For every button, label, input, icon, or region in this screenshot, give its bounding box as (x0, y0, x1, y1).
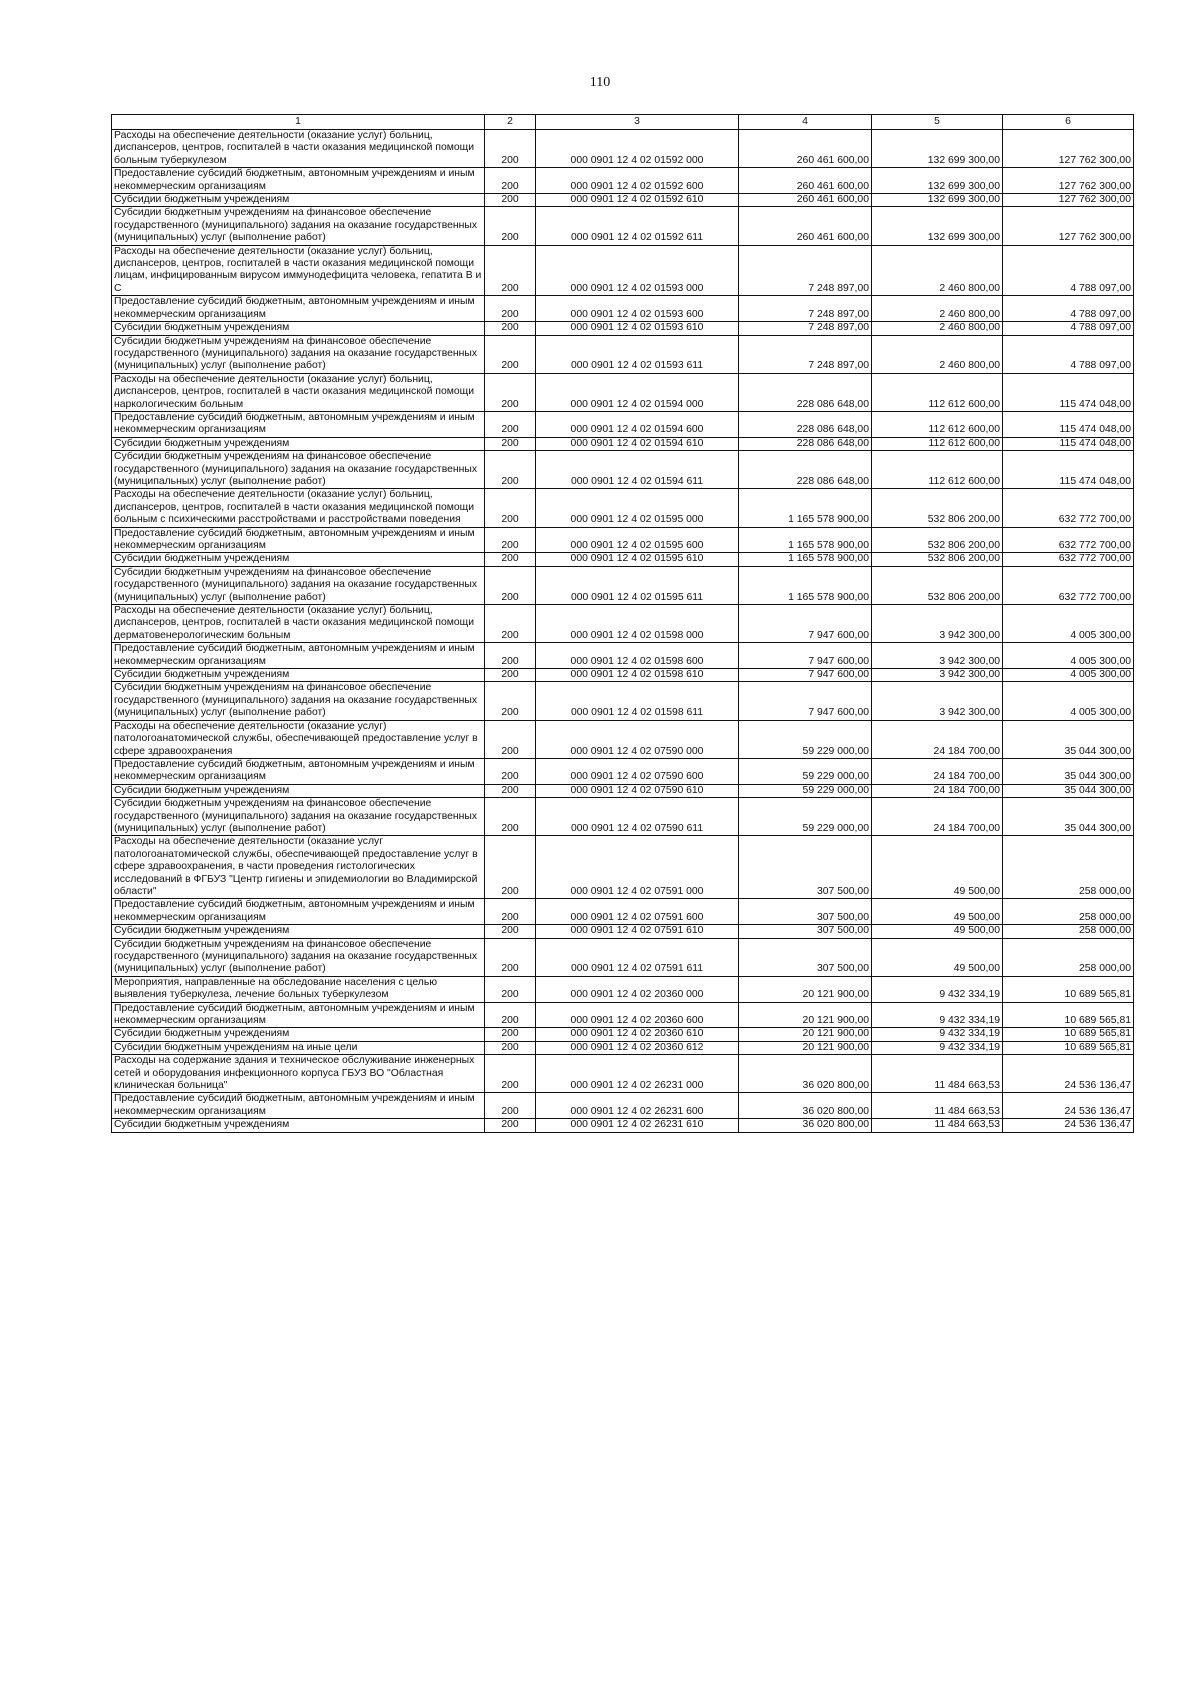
row-value-col4: 36 020 800,00 (739, 1055, 872, 1093)
row-glav-cell: 200 (485, 925, 536, 938)
row-glav-cell: 200 (485, 938, 536, 976)
row-value-col5: 24 184 700,00 (872, 784, 1003, 797)
row-value-col4: 228 086 648,00 (739, 411, 872, 437)
row-name-cell: Расходы на обеспечение деятельности (оказание услуг патологоанатомической службы, обеспечивающей предоставление услуг в сфере здравоохранения, в части проведения гистологических исследований в ФГБУЗ "Центр гигиены и эпидемиологии во Владимирской области" (112, 836, 485, 899)
row-glav-cell: 200 (485, 1119, 536, 1132)
row-name-cell: Расходы на обеспечение деятельности (оказание услуг) больниц, диспансеров, центров, госпиталей в части оказания медицинской помощи дерматовенерологическим больным (112, 605, 485, 643)
row-name-cell: Расходы на обеспечение деятельности (оказание услуг) больниц, диспансеров, центров, госпиталей в части оказания медицинской помощи наркологическим больным (112, 373, 485, 411)
row-value-col5: 9 432 334,19 (872, 976, 1003, 1002)
row-value-col6: 632 772 700,00 (1003, 527, 1134, 553)
column-header: 2 (485, 115, 536, 130)
row-value-col6: 258 000,00 (1003, 925, 1134, 938)
row-value-col6: 115 474 048,00 (1003, 451, 1134, 489)
row-value-col6: 4 005 300,00 (1003, 643, 1134, 669)
row-name-cell: Мероприятия, направленные на обследование населения с целью выявления туберкулеза, лечение больных туберкулезом (112, 976, 485, 1002)
table-row (112, 758, 1134, 784)
row-value-col4: 7 947 600,00 (739, 682, 872, 720)
row-name-cell: Субсидии бюджетным учреждениям (112, 784, 485, 797)
budget-table (111, 114, 1134, 1133)
row-value-col4: 260 461 600,00 (739, 207, 872, 245)
row-name-cell: Субсидии бюджетным учреждениям на финансовое обеспечение государственного (муниципального) задания на оказание государственных (муниципальных) услуг (выполнение работ) (112, 566, 485, 604)
row-value-col6: 632 772 700,00 (1003, 489, 1134, 527)
row-name-cell: Субсидии бюджетным учреждениям на финансовое обеспечение государственного (муниципального) задания на оказание государственных (муниципальных) услуг (выполнение работ) (112, 682, 485, 720)
row-value-col4: 7 248 897,00 (739, 296, 872, 322)
row-code-cell: 000 0901 12 4 02 01593 610 (536, 322, 739, 335)
row-value-col6: 127 762 300,00 (1003, 194, 1134, 207)
row-value-col5: 49 500,00 (872, 836, 1003, 899)
row-code-cell: 000 0901 12 4 02 01598 000 (536, 605, 739, 643)
table-row (112, 527, 1134, 553)
row-glav-cell: 200 (485, 451, 536, 489)
row-value-col4: 1 165 578 900,00 (739, 566, 872, 604)
row-code-cell: 000 0901 12 4 02 01592 610 (536, 194, 739, 207)
row-value-col4: 36 020 800,00 (739, 1093, 872, 1119)
row-name-cell: Расходы на обеспечение деятельности (оказание услуг) больниц, диспансеров, центров, госпиталей в части оказания медицинской помощи больным туберкулезом (112, 130, 485, 168)
page-number: 110 (589, 75, 611, 90)
table-row (112, 437, 1134, 450)
row-value-col6: 115 474 048,00 (1003, 437, 1134, 450)
row-value-col6: 35 044 300,00 (1003, 758, 1134, 784)
row-code-cell: 000 0901 12 4 02 01594 000 (536, 373, 739, 411)
row-value-col6: 4 788 097,00 (1003, 296, 1134, 322)
table-row (112, 451, 1134, 489)
row-glav-cell: 200 (485, 207, 536, 245)
row-name-cell: Субсидии бюджетным учреждениям на финансовое обеспечение государственного (муниципального) задания на оказание государственных (муниципальных) услуг (выполнение работ) (112, 207, 485, 245)
row-value-col5: 532 806 200,00 (872, 527, 1003, 553)
row-value-col6: 258 000,00 (1003, 899, 1134, 925)
row-code-cell: 000 0901 12 4 02 01598 610 (536, 669, 739, 682)
row-value-col5: 532 806 200,00 (872, 566, 1003, 604)
table-row (112, 682, 1134, 720)
row-glav-cell: 200 (485, 335, 536, 373)
row-name-cell: Предоставление субсидий бюджетным, автономным учреждениям и иным некоммерческим организациям (112, 1093, 485, 1119)
table-row (112, 553, 1134, 566)
row-name-cell: Субсидии бюджетным учреждениям на финансовое обеспечение государственного (муниципального) задания на оказание государственных (муниципальных) услуг (выполнение работ) (112, 798, 485, 836)
row-glav-cell: 200 (485, 976, 536, 1002)
row-code-cell: 000 0901 12 4 02 20360 610 (536, 1028, 739, 1041)
row-value-col6: 10 689 565,81 (1003, 1028, 1134, 1041)
row-glav-cell: 200 (485, 1055, 536, 1093)
row-value-col5: 132 699 300,00 (872, 194, 1003, 207)
table-row (112, 1002, 1134, 1028)
row-name-cell: Предоставление субсидий бюджетным, автономным учреждениям и иным некоммерческим организациям (112, 643, 485, 669)
table-row (112, 335, 1134, 373)
row-value-col6: 258 000,00 (1003, 938, 1134, 976)
table-row (112, 207, 1134, 245)
row-code-cell: 000 0901 12 4 02 26231 000 (536, 1055, 739, 1093)
row-code-cell: 000 0901 12 4 02 07590 610 (536, 784, 739, 797)
table-row (112, 1055, 1134, 1093)
row-code-cell: 000 0901 12 4 02 01595 611 (536, 566, 739, 604)
row-value-col6: 4 005 300,00 (1003, 669, 1134, 682)
row-glav-cell: 200 (485, 1041, 536, 1054)
row-value-col4: 260 461 600,00 (739, 130, 872, 168)
row-glav-cell: 200 (485, 168, 536, 194)
table-row (112, 566, 1134, 604)
row-value-col4: 307 500,00 (739, 925, 872, 938)
column-header: 1 (112, 115, 485, 130)
row-glav-cell: 200 (485, 758, 536, 784)
row-value-col4: 59 229 000,00 (739, 758, 872, 784)
row-glav-cell: 200 (485, 798, 536, 836)
row-name-cell: Субсидии бюджетным учреждениям (112, 437, 485, 450)
table-row (112, 784, 1134, 797)
row-value-col5: 112 612 600,00 (872, 411, 1003, 437)
row-glav-cell: 200 (485, 784, 536, 797)
row-glav-cell: 200 (485, 566, 536, 604)
row-glav-cell: 200 (485, 437, 536, 450)
row-value-col6: 35 044 300,00 (1003, 784, 1134, 797)
row-name-cell: Субсидии бюджетным учреждениям (112, 194, 485, 207)
row-name-cell: Предоставление субсидий бюджетным, автономным учреждениям и иным некоммерческим организациям (112, 758, 485, 784)
row-code-cell: 000 0901 12 4 02 01593 611 (536, 335, 739, 373)
row-value-col6: 35 044 300,00 (1003, 798, 1134, 836)
row-code-cell: 000 0901 12 4 02 01592 611 (536, 207, 739, 245)
row-glav-cell: 200 (485, 130, 536, 168)
table-row (112, 322, 1134, 335)
table-row (112, 194, 1134, 207)
row-value-col5: 112 612 600,00 (872, 373, 1003, 411)
row-glav-cell: 200 (485, 527, 536, 553)
row-glav-cell: 200 (485, 245, 536, 296)
table-row (112, 720, 1134, 758)
row-name-cell: Расходы на обеспечение деятельности (оказание услуг) больниц, диспансеров, центров, госпиталей в части оказания медицинской помощи лицам, инфицированным вирусом иммунодефицита человека, гепатита В и С (112, 245, 485, 296)
row-code-cell: 000 0901 12 4 02 26231 600 (536, 1093, 739, 1119)
row-code-cell: 000 0901 12 4 02 01595 600 (536, 527, 739, 553)
row-value-col4: 7 947 600,00 (739, 643, 872, 669)
row-value-col6: 24 536 136,47 (1003, 1055, 1134, 1093)
column-header: 6 (1003, 115, 1134, 130)
row-value-col5: 9 432 334,19 (872, 1041, 1003, 1054)
row-glav-cell: 200 (485, 373, 536, 411)
row-name-cell: Субсидии бюджетным учреждениям (112, 1028, 485, 1041)
row-value-col4: 7 248 897,00 (739, 245, 872, 296)
row-code-cell: 000 0901 12 4 02 07590 600 (536, 758, 739, 784)
row-value-col5: 9 432 334,19 (872, 1002, 1003, 1028)
row-name-cell: Предоставление субсидий бюджетным, автономным учреждениям и иным некоммерческим организациям (112, 296, 485, 322)
row-value-col4: 307 500,00 (739, 938, 872, 976)
row-value-col4: 307 500,00 (739, 836, 872, 899)
row-value-col4: 1 165 578 900,00 (739, 553, 872, 566)
row-value-col6: 10 689 565,81 (1003, 976, 1134, 1002)
row-name-cell: Субсидии бюджетным учреждениям (112, 1119, 485, 1132)
table-row (112, 168, 1134, 194)
row-value-col6: 10 689 565,81 (1003, 1041, 1134, 1054)
table-row (112, 605, 1134, 643)
row-value-col5: 24 184 700,00 (872, 720, 1003, 758)
row-value-col6: 127 762 300,00 (1003, 168, 1134, 194)
row-value-col5: 9 432 334,19 (872, 1028, 1003, 1041)
row-glav-cell: 200 (485, 1002, 536, 1028)
row-name-cell: Расходы на содержание здания и техническое обслуживание инженерных сетей и оборудования инфекционного корпуса ГБУЗ ВО "Областная клиническая больница" (112, 1055, 485, 1093)
row-code-cell: 000 0901 12 4 02 01598 600 (536, 643, 739, 669)
row-name-cell: Предоставление субсидий бюджетным, автономным учреждениям и иным некоммерческим организациям (112, 899, 485, 925)
row-glav-cell: 200 (485, 899, 536, 925)
row-value-col6: 127 762 300,00 (1003, 207, 1134, 245)
row-value-col4: 228 086 648,00 (739, 373, 872, 411)
row-code-cell: 000 0901 12 4 02 01598 611 (536, 682, 739, 720)
table-row (112, 925, 1134, 938)
row-glav-cell: 200 (485, 296, 536, 322)
row-value-col4: 59 229 000,00 (739, 720, 872, 758)
row-glav-cell: 200 (485, 411, 536, 437)
row-code-cell: 000 0901 12 4 02 01594 611 (536, 451, 739, 489)
row-glav-cell: 200 (485, 682, 536, 720)
row-name-cell: Субсидии бюджетным учреждениям (112, 322, 485, 335)
row-code-cell: 000 0901 12 4 02 01595 000 (536, 489, 739, 527)
row-code-cell: 000 0901 12 4 02 07591 610 (536, 925, 739, 938)
table-row (112, 1041, 1134, 1054)
row-glav-cell: 200 (485, 553, 536, 566)
row-code-cell: 000 0901 12 4 02 20360 612 (536, 1041, 739, 1054)
row-code-cell: 000 0901 12 4 02 20360 000 (536, 976, 739, 1002)
table-row (112, 643, 1134, 669)
table-row (112, 296, 1134, 322)
row-value-col5: 132 699 300,00 (872, 130, 1003, 168)
row-code-cell: 000 0901 12 4 02 26231 610 (536, 1119, 739, 1132)
row-value-col4: 20 121 900,00 (739, 1041, 872, 1054)
row-value-col6: 4 005 300,00 (1003, 682, 1134, 720)
row-name-cell: Субсидии бюджетным учреждениям на иные цели (112, 1041, 485, 1054)
row-value-col6: 115 474 048,00 (1003, 373, 1134, 411)
row-value-col4: 260 461 600,00 (739, 168, 872, 194)
table-row (112, 1119, 1134, 1132)
row-name-cell: Предоставление субсидий бюджетным, автономным учреждениям и иным некоммерческим организациям (112, 411, 485, 437)
table-row (112, 1028, 1134, 1041)
row-name-cell: Предоставление субсидий бюджетным, автономным учреждениям и иным некоммерческим организациям (112, 168, 485, 194)
row-value-col4: 1 165 578 900,00 (739, 489, 872, 527)
table-row (112, 938, 1134, 976)
row-code-cell: 000 0901 12 4 02 01592 600 (536, 168, 739, 194)
row-glav-cell: 200 (485, 194, 536, 207)
row-name-cell: Субсидии бюджетным учреждениям (112, 669, 485, 682)
row-value-col5: 532 806 200,00 (872, 553, 1003, 566)
row-value-col4: 20 121 900,00 (739, 976, 872, 1002)
table-row (112, 130, 1134, 168)
row-value-col6: 24 536 136,47 (1003, 1119, 1134, 1132)
row-value-col6: 10 689 565,81 (1003, 1002, 1134, 1028)
row-name-cell: Субсидии бюджетным учреждениям на финансовое обеспечение государственного (муниципального) задания на оказание государственных (муниципальных) услуг (выполнение работ) (112, 451, 485, 489)
table-row (112, 373, 1134, 411)
row-value-col5: 132 699 300,00 (872, 207, 1003, 245)
row-glav-cell: 200 (485, 720, 536, 758)
row-name-cell: Субсидии бюджетным учреждениям на финансовое обеспечение государственного (муниципального) задания на оказание государственных (муниципальных) услуг (выполнение работ) (112, 938, 485, 976)
row-value-col5: 532 806 200,00 (872, 489, 1003, 527)
row-value-col5: 3 942 300,00 (872, 682, 1003, 720)
row-value-col6: 4 788 097,00 (1003, 245, 1134, 296)
row-value-col5: 11 484 663,53 (872, 1119, 1003, 1132)
row-value-col4: 307 500,00 (739, 899, 872, 925)
row-value-col5: 132 699 300,00 (872, 168, 1003, 194)
table-row (112, 669, 1134, 682)
row-name-cell: Расходы на обеспечение деятельности (оказание услуг) больниц, диспансеров, центров, госпиталей в части оказания медицинской помощи больным с психическими расстройствами и расстройствами поведения (112, 489, 485, 527)
row-glav-cell: 200 (485, 1093, 536, 1119)
row-value-col4: 20 121 900,00 (739, 1028, 872, 1041)
row-code-cell: 000 0901 12 4 02 07591 000 (536, 836, 739, 899)
row-name-cell: Предоставление субсидий бюджетным, автономным учреждениям и иным некоммерческим организациям (112, 527, 485, 553)
row-code-cell: 000 0901 12 4 02 07591 611 (536, 938, 739, 976)
row-value-col5: 2 460 800,00 (872, 296, 1003, 322)
row-value-col4: 59 229 000,00 (739, 798, 872, 836)
row-code-cell: 000 0901 12 4 02 01593 600 (536, 296, 739, 322)
row-value-col5: 3 942 300,00 (872, 605, 1003, 643)
row-code-cell: 000 0901 12 4 02 20360 600 (536, 1002, 739, 1028)
row-value-col4: 7 947 600,00 (739, 669, 872, 682)
row-value-col5: 3 942 300,00 (872, 669, 1003, 682)
row-name-cell: Субсидии бюджетным учреждениям (112, 925, 485, 938)
row-value-col6: 4 005 300,00 (1003, 605, 1134, 643)
row-name-cell: Расходы на обеспечение деятельности (оказание услуг) патологоанатомической службы, обеспечивающей предоставление услуг в сфере здравоохранения (112, 720, 485, 758)
row-value-col6: 258 000,00 (1003, 836, 1134, 899)
row-value-col5: 49 500,00 (872, 899, 1003, 925)
row-value-col4: 1 165 578 900,00 (739, 527, 872, 553)
row-value-col4: 7 248 897,00 (739, 335, 872, 373)
row-code-cell: 000 0901 12 4 02 01594 600 (536, 411, 739, 437)
row-code-cell: 000 0901 12 4 02 01594 610 (536, 437, 739, 450)
row-name-cell: Субсидии бюджетным учреждениям (112, 553, 485, 566)
table-row (112, 798, 1134, 836)
row-value-col5: 49 500,00 (872, 938, 1003, 976)
row-value-col4: 59 229 000,00 (739, 784, 872, 797)
row-value-col6: 24 536 136,47 (1003, 1093, 1134, 1119)
row-name-cell: Предоставление субсидий бюджетным, автономным учреждениям и иным некоммерческим организациям (112, 1002, 485, 1028)
table-row (112, 245, 1134, 296)
row-glav-cell: 200 (485, 1028, 536, 1041)
table-row (112, 489, 1134, 527)
row-value-col5: 24 184 700,00 (872, 758, 1003, 784)
row-value-col6: 632 772 700,00 (1003, 553, 1134, 566)
row-value-col5: 2 460 800,00 (872, 335, 1003, 373)
row-code-cell: 000 0901 12 4 02 01593 000 (536, 245, 739, 296)
table-row (112, 976, 1134, 1002)
row-value-col5: 112 612 600,00 (872, 437, 1003, 450)
table-row (112, 411, 1134, 437)
row-value-col5: 11 484 663,53 (872, 1055, 1003, 1093)
table-header-row (112, 115, 1134, 130)
row-glav-cell: 200 (485, 322, 536, 335)
row-value-col5: 3 942 300,00 (872, 643, 1003, 669)
row-code-cell: 000 0901 12 4 02 01592 000 (536, 130, 739, 168)
row-value-col5: 112 612 600,00 (872, 451, 1003, 489)
row-value-col6: 35 044 300,00 (1003, 720, 1134, 758)
row-value-col4: 228 086 648,00 (739, 437, 872, 450)
row-code-cell: 000 0901 12 4 02 07590 000 (536, 720, 739, 758)
row-value-col4: 20 121 900,00 (739, 1002, 872, 1028)
column-header: 3 (536, 115, 739, 130)
table-row (112, 899, 1134, 925)
row-value-col4: 36 020 800,00 (739, 1119, 872, 1132)
row-code-cell: 000 0901 12 4 02 01595 610 (536, 553, 739, 566)
row-value-col4: 228 086 648,00 (739, 451, 872, 489)
row-value-col5: 49 500,00 (872, 925, 1003, 938)
row-value-col4: 7 248 897,00 (739, 322, 872, 335)
row-glav-cell: 200 (485, 643, 536, 669)
row-value-col5: 2 460 800,00 (872, 245, 1003, 296)
row-value-col6: 4 788 097,00 (1003, 335, 1134, 373)
row-value-col6: 632 772 700,00 (1003, 566, 1134, 604)
row-code-cell: 000 0901 12 4 02 07591 600 (536, 899, 739, 925)
row-value-col4: 7 947 600,00 (739, 605, 872, 643)
table-row (112, 836, 1134, 899)
row-value-col6: 115 474 048,00 (1003, 411, 1134, 437)
row-value-col6: 127 762 300,00 (1003, 130, 1134, 168)
row-glav-cell: 200 (485, 836, 536, 899)
row-glav-cell: 200 (485, 489, 536, 527)
row-value-col5: 11 484 663,53 (872, 1093, 1003, 1119)
column-header: 4 (739, 115, 872, 130)
row-value-col5: 2 460 800,00 (872, 322, 1003, 335)
row-value-col4: 260 461 600,00 (739, 194, 872, 207)
row-glav-cell: 200 (485, 669, 536, 682)
row-code-cell: 000 0901 12 4 02 07590 611 (536, 798, 739, 836)
row-glav-cell: 200 (485, 605, 536, 643)
table-row (112, 1093, 1134, 1119)
row-name-cell: Субсидии бюджетным учреждениям на финансовое обеспечение государственного (муниципального) задания на оказание государственных (муниципальных) услуг (выполнение работ) (112, 335, 485, 373)
row-value-col5: 24 184 700,00 (872, 798, 1003, 836)
row-value-col6: 4 788 097,00 (1003, 322, 1134, 335)
column-header: 5 (872, 115, 1003, 130)
